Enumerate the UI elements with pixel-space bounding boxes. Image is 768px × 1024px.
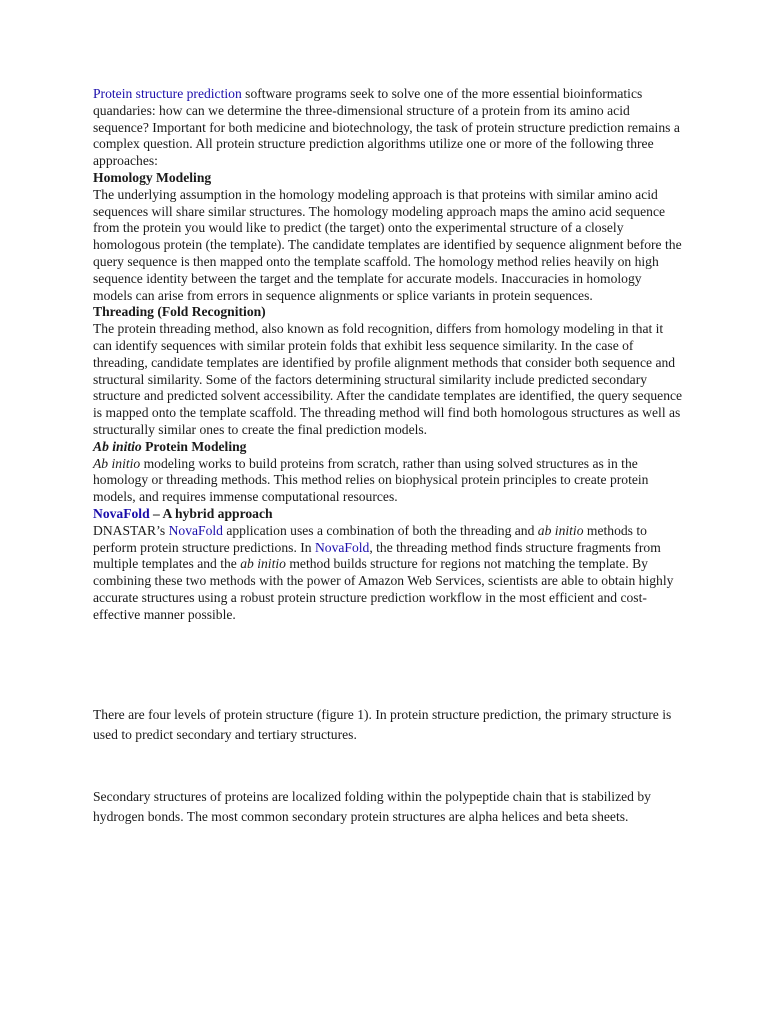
abinitio-paragraph	[93, 456, 683, 506]
threading-heading: Threading (Fold Recognition)	[93, 304, 266, 320]
novafold-text-2: application uses a combination of both the threading and	[222, 522, 538, 538]
novafold-link-1[interactable]: NovaFold	[168, 522, 223, 538]
novafold-text-4: , the threading method finds structure fragments from multiple templates and the	[93, 539, 661, 572]
levels-paragraph: There are four levels of protein structure (figure 1). In protein structure prediction, the primary structure is used to predict secondary and tertiary structures.	[93, 707, 672, 742]
abinitio-body-rest: modeling works to build proteins from scratch, rather than using solved structures as in the homology or threading methods. This method relies on biophysical protein principles to create protein models, and requires immense computational resources.	[93, 455, 649, 505]
novafold-heading-link[interactable]: NovaFold	[93, 505, 150, 521]
abinitio-heading-rest: Protein Modeling	[141, 438, 247, 454]
homology-paragraph: The underlying assumption in the homology modeling approach is that proteins with similar amino acid sequences will share similar structures. The homology modeling approach maps the amino acid sequence from the protein you would like to predict (the target) onto the experimental structure of a closely homologous protein (the template). The candidate templates are identified by sequence alignment before the query sequence is then mapped onto the template scaffold. The homology method relies heavily on high sequence identity between the target and the template for accurate models. Inaccuracies in homology models can arise from errors in sequence alignments or splice variants in protein sequences.	[93, 186, 682, 303]
novafold-heading-rest: – A hybrid approach	[149, 505, 273, 521]
intro-paragraph	[93, 86, 683, 170]
protein-structure-prediction-link[interactable]: Protein structure prediction	[93, 86, 242, 101]
novafold-text-3: methods to perform protein structure predictions. In	[93, 522, 647, 555]
intro-text: software programs seek to solve one of the more essential bioinformatics quandaries: how can we determine the three-dimensional structure of a protein from its amino acid sequence? Important for both medicine and biotechnology, the task of protein structure prediction remains a complex question. All protein structure prediction algorithms utilize one or more of the following three approaches:	[93, 86, 680, 169]
abinitio-heading	[93, 439, 683, 456]
novafold-paragraph	[93, 523, 683, 624]
novafold-text-5: method builds structure for regions not matching the template. By combining these two methods with the power of Amazon Web Services, scientists are able to obtain highly accurate structures using a robust protein structure prediction workflow in the most efficient and cost-effective manner possible.	[93, 556, 674, 622]
threading-paragraph: The protein threading method, also known as fold recognition, differs from homology modeling in that it can identify sequences with similar protein folds that exhibit less sequence similarity. In the case of threading, candidate templates are identified by profile alignment methods that consider both sequence and structural similarity. Some of the factors determining structural similarity include predicted secondary structure and predicted solvent accessibility. After the candidate templates are identified, the query sequence is mapped onto the template scaffold. The threading method will find both homologous structures as well as structurally similar ones to create the final prediction models.	[93, 321, 683, 437]
secondary-structure-paragraph: Secondary structures of proteins are localized folding within the polypeptide chain that is stabilized by hydrogen bonds. The most common secondary protein structures are alpha helices and beta sheets.	[93, 789, 651, 824]
novafold-text-1: DNASTAR’s	[93, 522, 169, 538]
novafold-italic-2: ab initio	[240, 556, 286, 572]
novafold-link-2[interactable]: NovaFold	[314, 539, 370, 555]
abinitio-body-italic: Ab initio	[93, 455, 141, 471]
homology-heading: Homology Modeling	[93, 169, 212, 185]
document-page	[93, 86, 683, 824]
novafold-heading	[93, 506, 683, 523]
abinitio-heading-italic: Ab initio	[93, 438, 142, 454]
novafold-italic-1: ab initio	[537, 522, 584, 538]
article-body	[93, 86, 683, 624]
